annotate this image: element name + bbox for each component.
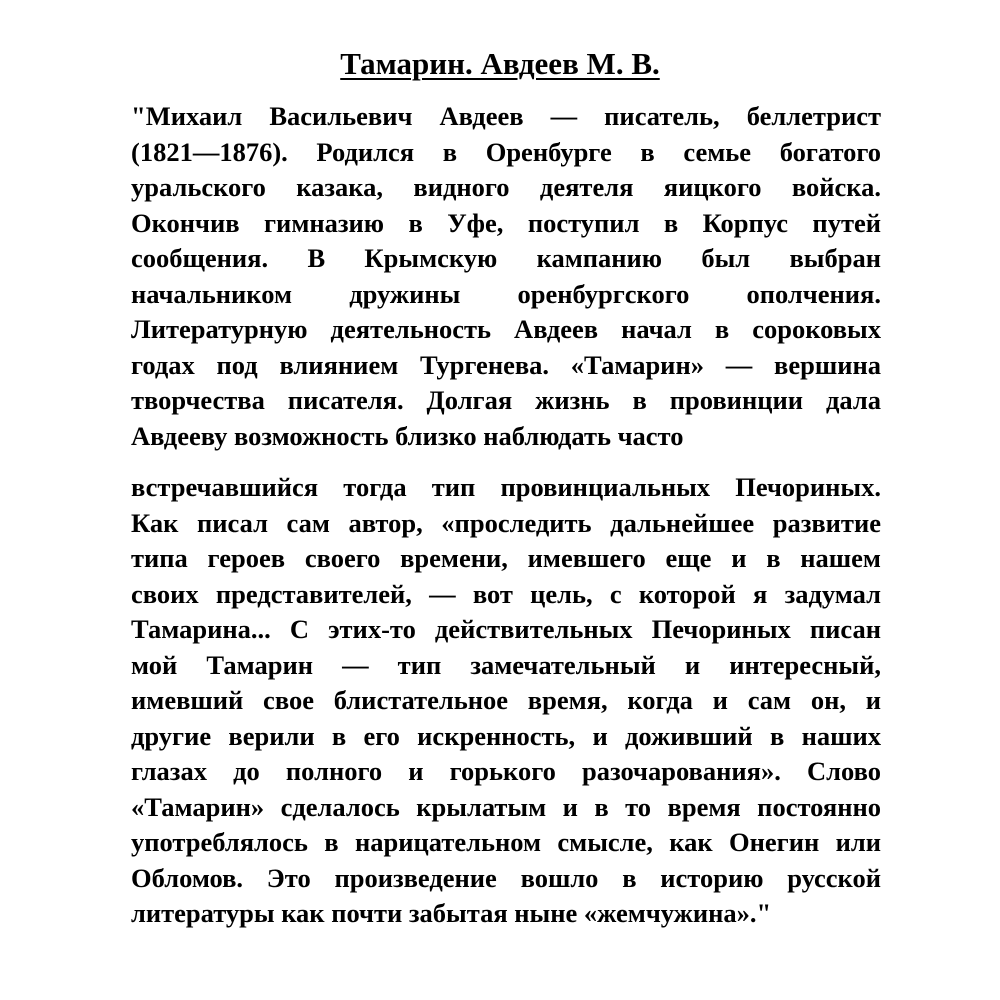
text-line: типа героев своего времени, имевшего еще и в нашем <box>131 543 881 573</box>
text-line: мой Тамарин — тип замечательный и интересный, <box>131 649 881 680</box>
text-line: Литературную деятельность Авдеев начал в сороковых <box>131 314 881 344</box>
text-line: Обломов. Это произведение вошло в историю русской <box>131 862 881 893</box>
text-line: «Тамарин» сделалось крылатым и в то время постоянно <box>131 791 881 822</box>
text-line: имевший свое блистательное время, когда и сам он, и <box>131 685 881 715</box>
text-line: Окончив гимназию в Уфе, поступил в Корпус путей <box>131 207 881 238</box>
paragraph-2 <box>131 470 881 932</box>
text-line: глазах до полного и горького разочарования». Слово <box>131 756 881 786</box>
text-line: встречавшийся тогда тип провинциальных Печориных. <box>131 472 881 502</box>
text-line: употреблялось в нарицательном смысле, как Онегин или <box>131 827 881 857</box>
paragraph-1 <box>131 99 881 454</box>
text-line: творчества писателя. Долгая жизнь в провинции дала <box>131 385 881 415</box>
text-line: начальником дружины оренбургского ополчения. <box>131 278 881 309</box>
text-line: Как писал сам автор, «проследить дальнейшее развитие <box>131 507 881 538</box>
document-title-text: Тамарин. Авдеев М. В. <box>340 46 660 81</box>
document-title <box>0 44 1000 84</box>
text-line: Авдееву возможность близко наблюдать часто <box>131 420 684 451</box>
text-line: годах под влиянием Тургенева. «Тамарин» — вершина <box>131 349 881 380</box>
text-line: сообщения. В Крымскую кампанию был выбран <box>131 243 881 273</box>
text-line: своих представителей, — вот цель, с которой я задумал <box>131 578 881 609</box>
text-line: Тамарина... С этих-то действительных Печориных писан <box>131 614 881 644</box>
text-line: (1821—1876). Родился в Оренбурге в семье богатого <box>131 136 881 167</box>
text-line: уральского казака, видного деятеля яицкого войска. <box>131 172 881 202</box>
text-line: другие верили в его искренность, и доживший в наших <box>131 720 881 751</box>
text-line: литературы как почти забытая ныне «жемчужина»." <box>131 898 772 928</box>
text-line: "Михаил Васильевич Авдеев — писатель, беллетрист <box>131 101 881 131</box>
